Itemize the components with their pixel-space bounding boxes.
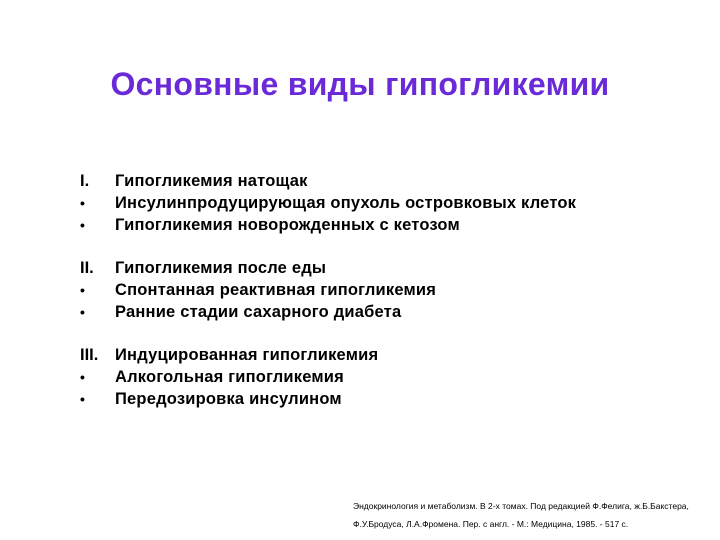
section-heading: Индуцированная гипогликемия: [115, 346, 379, 364]
list-item: [80, 279, 680, 301]
roman-numeral-marker: III.: [80, 346, 99, 364]
reference-citation: [353, 497, 720, 533]
bullet-icon: •: [80, 217, 85, 233]
roman-numeral-marker: I.: [80, 172, 90, 190]
reference-line: Ф.У.Бродуса, Л.А.Фромена. Пер. с англ. - М.: Медицина, 1985. - 517 с.: [353, 519, 629, 529]
list-item-text: Спонтанная реактивная гипогликемия: [115, 281, 437, 299]
bullet-icon: •: [80, 304, 85, 320]
section-heading: Гипогликемия натощак: [115, 172, 308, 190]
list-item: [80, 301, 680, 323]
section-heading-row: [80, 170, 680, 192]
list-item: [80, 192, 680, 214]
list-item: [80, 366, 680, 388]
section-heading: Гипогликемия после еды: [115, 259, 327, 277]
bullet-icon: •: [80, 391, 85, 407]
section-fasting: [80, 170, 680, 236]
list-item-text: Передозировка инсулином: [115, 390, 342, 408]
section-heading-row: [80, 344, 680, 366]
bullet-icon: •: [80, 195, 85, 211]
list-item-text: Алкогольная гипогликемия: [115, 368, 344, 386]
roman-numeral-marker: II.: [80, 259, 94, 277]
list-item: [80, 214, 680, 236]
list-item: [80, 388, 680, 410]
list-item-text: Гипогликемия новорожденных с кетозом: [115, 216, 460, 234]
bullet-icon: •: [80, 369, 85, 385]
reference-line: Эндокринология и метаболизм. В 2-х томах. Под редакцией Ф.Фелига, ж.Б.Бакстера,: [353, 501, 689, 511]
list-item-text: Ранние стадии сахарного диабета: [115, 303, 402, 321]
bullet-icon: •: [80, 282, 85, 298]
section-postprandial: [80, 257, 680, 323]
list-item-text: Инсулинпродуцирующая опухоль островковых клеток: [115, 194, 577, 212]
section-induced: [80, 344, 680, 410]
section-heading-row: [80, 257, 680, 279]
slide-title: Основные виды гипогликемии: [110, 66, 610, 102]
